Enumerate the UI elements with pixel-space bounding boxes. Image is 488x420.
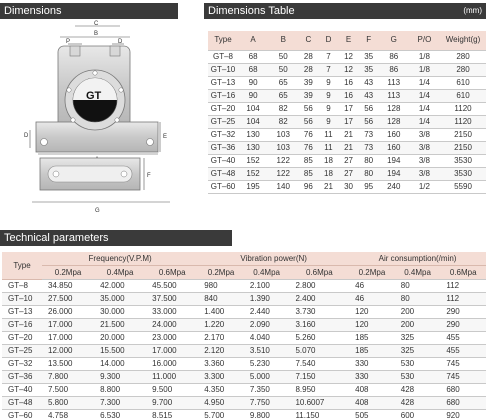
section-title: Dimensions (4, 5, 62, 17)
dim-label-b: B (94, 31, 99, 37)
table-cell: 5.230 (244, 358, 290, 371)
table-row (2, 410, 486, 420)
table-cell: 7.800 (42, 371, 94, 384)
table-cell: 43 (359, 89, 379, 102)
table-cell: 1120 (440, 115, 486, 128)
bolt-right (119, 88, 123, 92)
table-cell: 7.350 (244, 384, 290, 397)
table-cell: GT–16 (2, 319, 42, 332)
table-cell: 9.700 (146, 397, 198, 410)
table-cell: GT–36 (2, 371, 42, 384)
model-label: GT (86, 90, 102, 102)
table-cell: 16 (339, 76, 359, 89)
col-header-a: A (238, 31, 268, 50)
table-cell: 15.500 (94, 345, 146, 358)
table-cell: 5.260 (289, 332, 349, 345)
table-cell: GT–25 (208, 115, 238, 128)
table-cell: 103 (268, 141, 298, 154)
col-header-pressure: 0.4Mpa (244, 266, 290, 280)
table-cell: 408 (349, 397, 395, 410)
col-header-po: P/O (409, 31, 440, 50)
table-cell: 455 (440, 345, 486, 358)
table-cell: 120 (349, 319, 395, 332)
table-cell: 5.070 (289, 345, 349, 358)
table-cell: 185 (349, 332, 395, 345)
table-cell: 152 (238, 167, 268, 180)
table-cell: GT–36 (208, 141, 238, 154)
table-cell: 35 (359, 50, 379, 63)
table-cell: GT–16 (208, 89, 238, 102)
col-header-type: Type (208, 31, 238, 50)
table-cell: 86 (379, 63, 409, 76)
table-cell: 530 (395, 358, 441, 371)
table-cell: 428 (395, 384, 441, 397)
table-cell: 610 (440, 76, 486, 89)
table-cell: 195 (238, 180, 268, 193)
slot-hole-left (53, 171, 59, 177)
table-cell: 680 (440, 384, 486, 397)
table-cell: 16.000 (146, 358, 198, 371)
table-cell: 6.530 (94, 410, 146, 420)
dim-label-e: E (163, 134, 168, 140)
table-cell: 194 (379, 154, 409, 167)
dim-label-g: G (95, 208, 100, 214)
table-row (208, 102, 486, 115)
table-row (2, 397, 486, 410)
table-cell: 73 (359, 141, 379, 154)
table-cell: 104 (238, 102, 268, 115)
table-cell: 10.6007 (289, 397, 349, 410)
table-cell: 28 (298, 50, 318, 63)
table-cell: 1/4 (409, 115, 440, 128)
table-cell: 408 (349, 384, 395, 397)
table-cell: 18 (318, 167, 338, 180)
table-cell: 8.800 (94, 384, 146, 397)
table-cell: 95 (359, 180, 379, 193)
table-cell: 45.500 (146, 280, 198, 293)
table-cell: 12 (339, 63, 359, 76)
table-cell: 90 (238, 89, 268, 102)
table-cell: 17.000 (42, 319, 94, 332)
table-cell: 35 (359, 63, 379, 76)
table-cell: 4.040 (244, 332, 290, 345)
table-cell: 280 (440, 50, 486, 63)
table-row (208, 89, 486, 102)
col-header-pressure: 0.6Mpa (289, 266, 349, 280)
table-cell: 7.750 (244, 397, 290, 410)
table-cell: 85 (298, 154, 318, 167)
table-cell: 80 (359, 154, 379, 167)
table-cell: 1.400 (198, 306, 244, 319)
dimension-drawing (0, 18, 200, 234)
table-cell: 20.000 (94, 332, 146, 345)
col-header-g: G (379, 31, 409, 50)
col-header-pressure: 0.2Mpa (349, 266, 395, 280)
table-row (2, 319, 486, 332)
bolt-right-low (115, 118, 119, 122)
table-cell: 5.700 (198, 410, 244, 420)
table-cell: 1/2 (409, 180, 440, 193)
table-cell: 290 (440, 319, 486, 332)
section-title: Dimensions Table (208, 5, 295, 17)
table-cell: 2.090 (244, 319, 290, 332)
table-cell: 2.120 (198, 345, 244, 358)
group-header-vibration-power: Vibration power(N) (198, 252, 349, 266)
col-header-d: D (318, 31, 338, 50)
table-cell: 120 (349, 306, 395, 319)
table-cell: 65 (268, 76, 298, 89)
dim-label-d-top: D (118, 39, 123, 45)
table-cell: 7.500 (42, 384, 94, 397)
table-row (208, 180, 486, 193)
table-cell: 3530 (440, 167, 486, 180)
dimensions-table (208, 31, 486, 194)
table-cell: 5.000 (244, 371, 290, 384)
table-cell: GT–20 (2, 332, 42, 345)
table-cell: 1/4 (409, 76, 440, 89)
table-cell: 185 (349, 345, 395, 358)
table-row (2, 345, 486, 358)
bolt-left-low (71, 118, 75, 122)
table-cell: 30 (339, 180, 359, 193)
table-cell: 11.000 (146, 371, 198, 384)
mount-hole-right (147, 139, 154, 146)
bolt-top (93, 71, 97, 75)
section-header-dimensions (0, 3, 178, 19)
outlet-port (110, 46, 120, 56)
table-cell: 1.390 (244, 293, 290, 306)
table-cell: 7.540 (289, 358, 349, 371)
table-cell: 9.500 (146, 384, 198, 397)
table-cell: 103 (268, 128, 298, 141)
table-cell: 39 (298, 89, 318, 102)
table-cell: 160 (379, 128, 409, 141)
table-cell: 17 (339, 115, 359, 128)
table-cell: 28 (298, 63, 318, 76)
col-header-pressure: 0.6Mpa (146, 266, 198, 280)
table-cell: 920 (440, 410, 486, 420)
table-cell: 82 (268, 115, 298, 128)
table-cell: 600 (395, 410, 441, 420)
table-cell: 16 (339, 89, 359, 102)
table-cell: 200 (395, 306, 441, 319)
table-cell: 3.360 (198, 358, 244, 371)
table-cell: 73 (359, 128, 379, 141)
col-header-f: F (359, 31, 379, 50)
table-cell: 14.000 (94, 358, 146, 371)
table-cell: 113 (379, 89, 409, 102)
table-cell: 68 (238, 50, 268, 63)
table-cell: GT–40 (208, 154, 238, 167)
table-cell: 82 (268, 102, 298, 115)
table-cell: 56 (359, 102, 379, 115)
table-cell: 194 (379, 167, 409, 180)
table-cell: GT–32 (208, 128, 238, 141)
table-cell: 56 (298, 115, 318, 128)
table-cell: 65 (268, 89, 298, 102)
table-cell: 1/4 (409, 102, 440, 115)
table-row (208, 167, 486, 180)
table-cell: 50 (268, 63, 298, 76)
table-cell: 21 (339, 128, 359, 141)
col-header-e: E (339, 31, 359, 50)
table-cell: 122 (268, 167, 298, 180)
table-cell: 745 (440, 358, 486, 371)
table-cell: 21.500 (94, 319, 146, 332)
group-header-frequency: Frequency(V.P.M) (42, 252, 198, 266)
table-cell: 80 (395, 293, 441, 306)
table-cell: 113 (379, 76, 409, 89)
table-cell: 160 (379, 141, 409, 154)
table-cell: 610 (440, 89, 486, 102)
table-cell: GT–60 (2, 410, 42, 420)
table-cell: GT–20 (208, 102, 238, 115)
slot-hole-right (121, 171, 127, 177)
section-header-dimensions-table (204, 3, 486, 19)
table-cell: GT–8 (208, 50, 238, 63)
table-cell: 290 (440, 306, 486, 319)
table-row (208, 141, 486, 154)
table-cell: 2.800 (289, 280, 349, 293)
table-row (2, 306, 486, 319)
table-cell: 11 (318, 128, 338, 141)
table-row (208, 50, 486, 63)
table-cell: 1/8 (409, 50, 440, 63)
table-row (208, 115, 486, 128)
table-cell: 130 (238, 141, 268, 154)
table-cell: 3.510 (244, 345, 290, 358)
dim-label-c: C (94, 21, 99, 27)
table-cell: 3530 (440, 154, 486, 167)
table-cell: 325 (395, 345, 441, 358)
table-cell: 76 (298, 141, 318, 154)
col-header-pressure: 0.2Mpa (198, 266, 244, 280)
table-cell: 3.160 (289, 319, 349, 332)
table-cell: 24.000 (146, 319, 198, 332)
table-row (208, 128, 486, 141)
table-row (208, 154, 486, 167)
table-cell: 840 (198, 293, 244, 306)
table-cell: 112 (440, 293, 486, 306)
table-cell: 128 (379, 115, 409, 128)
table-cell: 680 (440, 397, 486, 410)
table-cell: 2.170 (198, 332, 244, 345)
table-cell: GT–32 (2, 358, 42, 371)
inlet-port (70, 46, 80, 56)
table-cell: GT–13 (208, 76, 238, 89)
table-cell: 7.300 (94, 397, 146, 410)
table-row (2, 280, 486, 293)
col-header-pressure: 0.4Mpa (395, 266, 441, 280)
table-cell: 30.000 (94, 306, 146, 319)
table-cell: 4.350 (198, 384, 244, 397)
base-slot (48, 166, 132, 182)
col-header-pressure: 0.2Mpa (42, 266, 94, 280)
table-cell: 3.730 (289, 306, 349, 319)
dim-label-p: P (66, 39, 71, 45)
col-header-c: C (298, 31, 318, 50)
table-cell: 330 (349, 371, 395, 384)
table-cell: 17.000 (42, 332, 94, 345)
table-cell: 33.000 (146, 306, 198, 319)
table-cell: 325 (395, 332, 441, 345)
table-cell: 130 (238, 128, 268, 141)
table-cell: 26.000 (42, 306, 94, 319)
table-cell: 43 (359, 76, 379, 89)
table-cell: 46 (349, 280, 395, 293)
col-header-b: B (268, 31, 298, 50)
table-row (2, 332, 486, 345)
table-cell: 2.400 (289, 293, 349, 306)
table-cell: GT–60 (208, 180, 238, 193)
table-row (2, 293, 486, 306)
table-row (208, 76, 486, 89)
dim-label-f: F (147, 173, 151, 179)
col-header-pressure: 0.6Mpa (440, 266, 486, 280)
table-cell: 11 (318, 141, 338, 154)
table-cell: 50 (268, 50, 298, 63)
table-cell: 505 (349, 410, 395, 420)
table-cell: 1/8 (409, 63, 440, 76)
table-cell: 34.850 (42, 280, 94, 293)
bolt-left (67, 88, 71, 92)
col-header-type: Type (2, 252, 42, 280)
table-cell: 9 (318, 115, 338, 128)
table-cell: 104 (238, 115, 268, 128)
dim-label-d-side: D (24, 133, 29, 139)
table-cell: 56 (298, 102, 318, 115)
table-cell: 3/8 (409, 167, 440, 180)
table-cell: 128 (379, 102, 409, 115)
table-cell: 122 (268, 154, 298, 167)
table-cell: 37.500 (146, 293, 198, 306)
table-cell: 8.515 (146, 410, 198, 420)
table-cell: 39 (298, 76, 318, 89)
table-cell: 85 (298, 167, 318, 180)
table-cell: 27.500 (42, 293, 94, 306)
table-cell: 428 (395, 397, 441, 410)
table-cell: 3/8 (409, 128, 440, 141)
table-cell: 112 (440, 280, 486, 293)
table-cell: 2150 (440, 141, 486, 154)
table-cell: 3/8 (409, 154, 440, 167)
table-cell: GT–40 (2, 384, 42, 397)
table-cell: 96 (298, 180, 318, 193)
table-cell: 80 (395, 280, 441, 293)
table-cell: GT–48 (2, 397, 42, 410)
table-cell: 80 (359, 167, 379, 180)
table-cell: 76 (298, 128, 318, 141)
table-cell: 12.000 (42, 345, 94, 358)
table-cell: 13.500 (42, 358, 94, 371)
table-cell: 3/8 (409, 141, 440, 154)
table-cell: GT–25 (2, 345, 42, 358)
table-cell: 27 (339, 167, 359, 180)
table-cell: 7 (318, 50, 338, 63)
table-cell: 7.150 (289, 371, 349, 384)
table-cell: 2150 (440, 128, 486, 141)
table-cell: 280 (440, 63, 486, 76)
table-cell: 8.950 (289, 384, 349, 397)
table-cell: 530 (395, 371, 441, 384)
table-row (208, 63, 486, 76)
section-title: Technical parameters (4, 232, 109, 244)
table-cell: 46 (349, 293, 395, 306)
table-cell: 9.300 (94, 371, 146, 384)
table-cell: 980 (198, 280, 244, 293)
table-cell: 2.100 (244, 280, 290, 293)
table-row (2, 384, 486, 397)
group-header-air-consumption: Air consumption(/min) (349, 252, 486, 266)
table-cell: 1.220 (198, 319, 244, 332)
table-cell: 11.150 (289, 410, 349, 420)
table-cell: 86 (379, 50, 409, 63)
table-cell: 152 (238, 154, 268, 167)
col-header-weight: Weight(g) (440, 31, 486, 50)
table-cell: 4.950 (198, 397, 244, 410)
table-cell: 56 (359, 115, 379, 128)
table-row (2, 358, 486, 371)
table-cell: 9.800 (244, 410, 290, 420)
table-cell: 3.300 (198, 371, 244, 384)
table-cell: 21 (339, 141, 359, 154)
table-cell: 240 (379, 180, 409, 193)
table-cell: GT–10 (208, 63, 238, 76)
table-cell: 5590 (440, 180, 486, 193)
table-cell: GT–10 (2, 293, 42, 306)
unit-label: (mm) (463, 6, 482, 15)
table-cell: 9 (318, 76, 338, 89)
table-row (2, 371, 486, 384)
table-cell: 455 (440, 332, 486, 345)
mount-hole-left (41, 139, 48, 146)
technical-parameters-table (2, 252, 486, 420)
table-cell: 21 (318, 180, 338, 193)
table-cell: 745 (440, 371, 486, 384)
table-cell: 1120 (440, 102, 486, 115)
table-cell: 9 (318, 89, 338, 102)
table-cell: 23.000 (146, 332, 198, 345)
col-header-pressure: 0.4Mpa (94, 266, 146, 280)
table-cell: 330 (349, 358, 395, 371)
table-cell: 7 (318, 63, 338, 76)
table-cell: 200 (395, 319, 441, 332)
table-cell: 17 (339, 102, 359, 115)
table-cell: GT–13 (2, 306, 42, 319)
table-cell: 90 (238, 76, 268, 89)
table-cell: GT–48 (208, 167, 238, 180)
table-cell: 17.000 (146, 345, 198, 358)
table-cell: 68 (238, 63, 268, 76)
table-cell: 140 (268, 180, 298, 193)
table-cell: 9 (318, 102, 338, 115)
table-cell: 35.000 (94, 293, 146, 306)
table-cell: 5.800 (42, 397, 94, 410)
table-cell: 18 (318, 154, 338, 167)
table-cell: 4.758 (42, 410, 94, 420)
table-cell: 2.440 (244, 306, 290, 319)
table-cell: GT–8 (2, 280, 42, 293)
table-cell: 12 (339, 50, 359, 63)
table-cell: 27 (339, 154, 359, 167)
table-cell: 42.000 (94, 280, 146, 293)
table-cell: 1/4 (409, 89, 440, 102)
